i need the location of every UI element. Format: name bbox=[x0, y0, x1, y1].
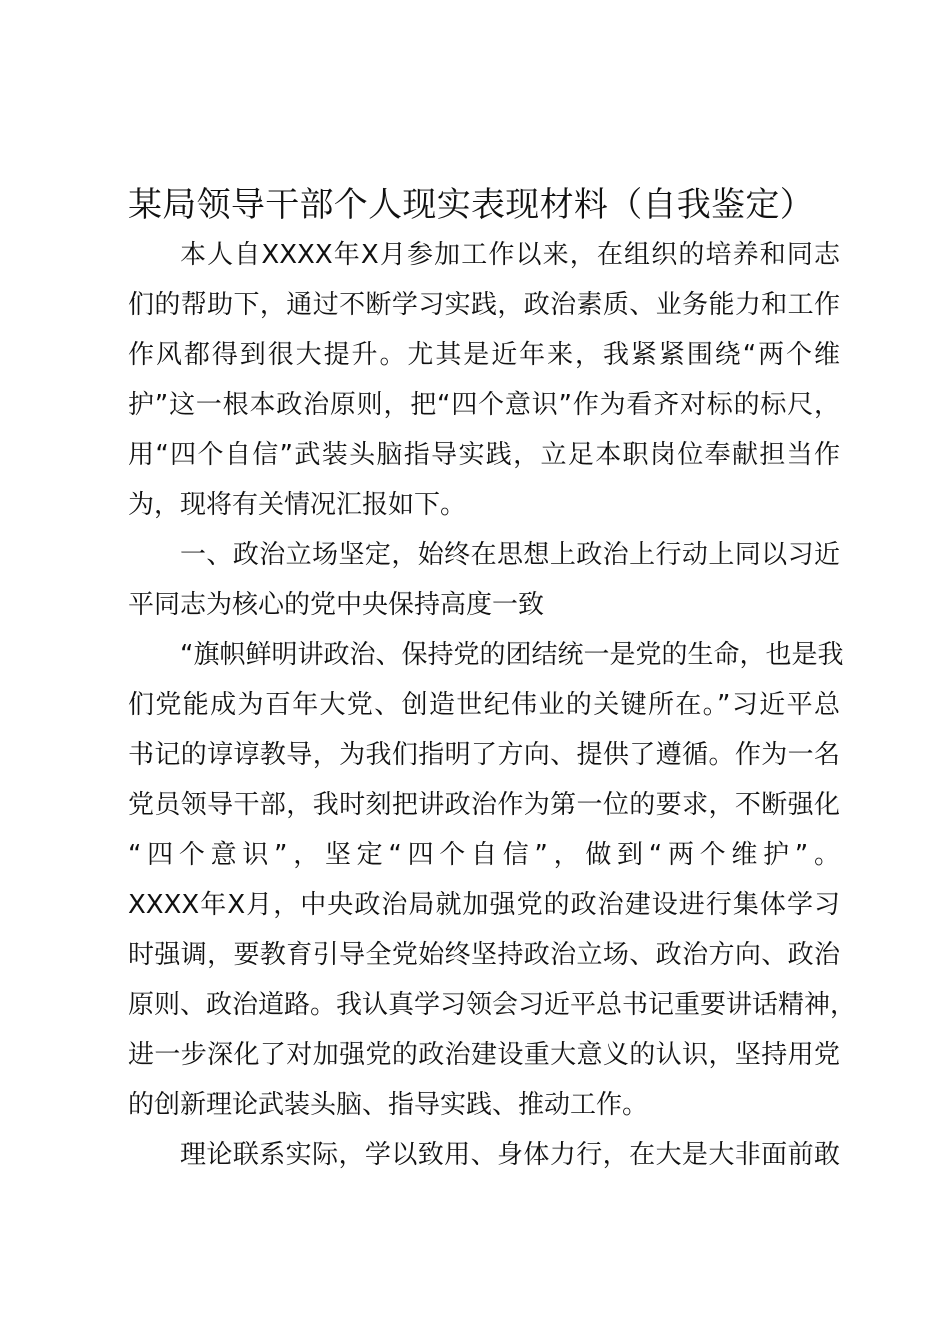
paragraph-line: XXXX年X月，中央政治局就加强党的政治建设进行集体学习 bbox=[128, 890, 840, 920]
section-heading-line: 平同志为核心的党中央保持高度一致 bbox=[128, 590, 545, 620]
paragraph-line: 理论联系实际，学以致用、身体力行，在大是大非面前敢 bbox=[180, 1140, 840, 1170]
paragraph-line: 进一步深化了对加强党的政治建设重大意义的认识，坚持用党 bbox=[128, 1040, 840, 1070]
paragraph-line: “旗帜鲜明讲政治、保持党的团结统一是党的生命，也是我 bbox=[180, 640, 844, 670]
paragraph-line: 书记的谆谆教导，为我们指明了方向、提供了遵循。作为一名 bbox=[128, 740, 840, 770]
paragraph-line: 作风都得到很大提升。尤其是近年来，我紧紧围绕“两个维 bbox=[128, 340, 840, 370]
paragraph-line: 原则、政治道路。我认真学习领会习近平总书记重要讲话精神， bbox=[128, 990, 857, 1020]
paragraph-line: 的创新理论武装头脑、指导实践、推动工作。 bbox=[128, 1090, 649, 1120]
paragraph-line: 为，现将有关情况汇报如下。 bbox=[128, 490, 467, 520]
section-heading-line: 一、政治立场坚定，始终在思想上政治上行动上同以习近 bbox=[180, 540, 840, 570]
paragraph-line: 党员领导干部，我时刻把讲政治作为第一位的要求，不断强化 bbox=[128, 790, 840, 820]
document-body bbox=[128, 230, 857, 1180]
paragraph-line: 们的帮助下，通过不断学习实践，政治素质、业务能力和工作 bbox=[128, 290, 840, 320]
paragraph-line: “四个意识”，坚定“四个自信”，做到“两个维护”。 bbox=[128, 840, 840, 870]
document-title: 某局领导干部个人现实表现材料（自我鉴定） bbox=[128, 185, 814, 225]
paragraph-line: 们党能成为百年大党、创造世纪伟业的关键所在。”习近平总 bbox=[128, 690, 840, 720]
paragraph-line: 护”这一根本政治原则，把“四个意识”作为看齐对标的标尺， bbox=[128, 390, 840, 420]
paragraph-line: 用“四个自信”武装头脑指导实践，立足本职岗位奉献担当作 bbox=[128, 440, 840, 470]
paragraph-line: 时强调，要教育引导全党始终坚持政治立场、政治方向、政治 bbox=[128, 940, 840, 970]
paragraph-line: 本人自XXXX年X月参加工作以来，在组织的培养和同志 bbox=[180, 240, 840, 270]
